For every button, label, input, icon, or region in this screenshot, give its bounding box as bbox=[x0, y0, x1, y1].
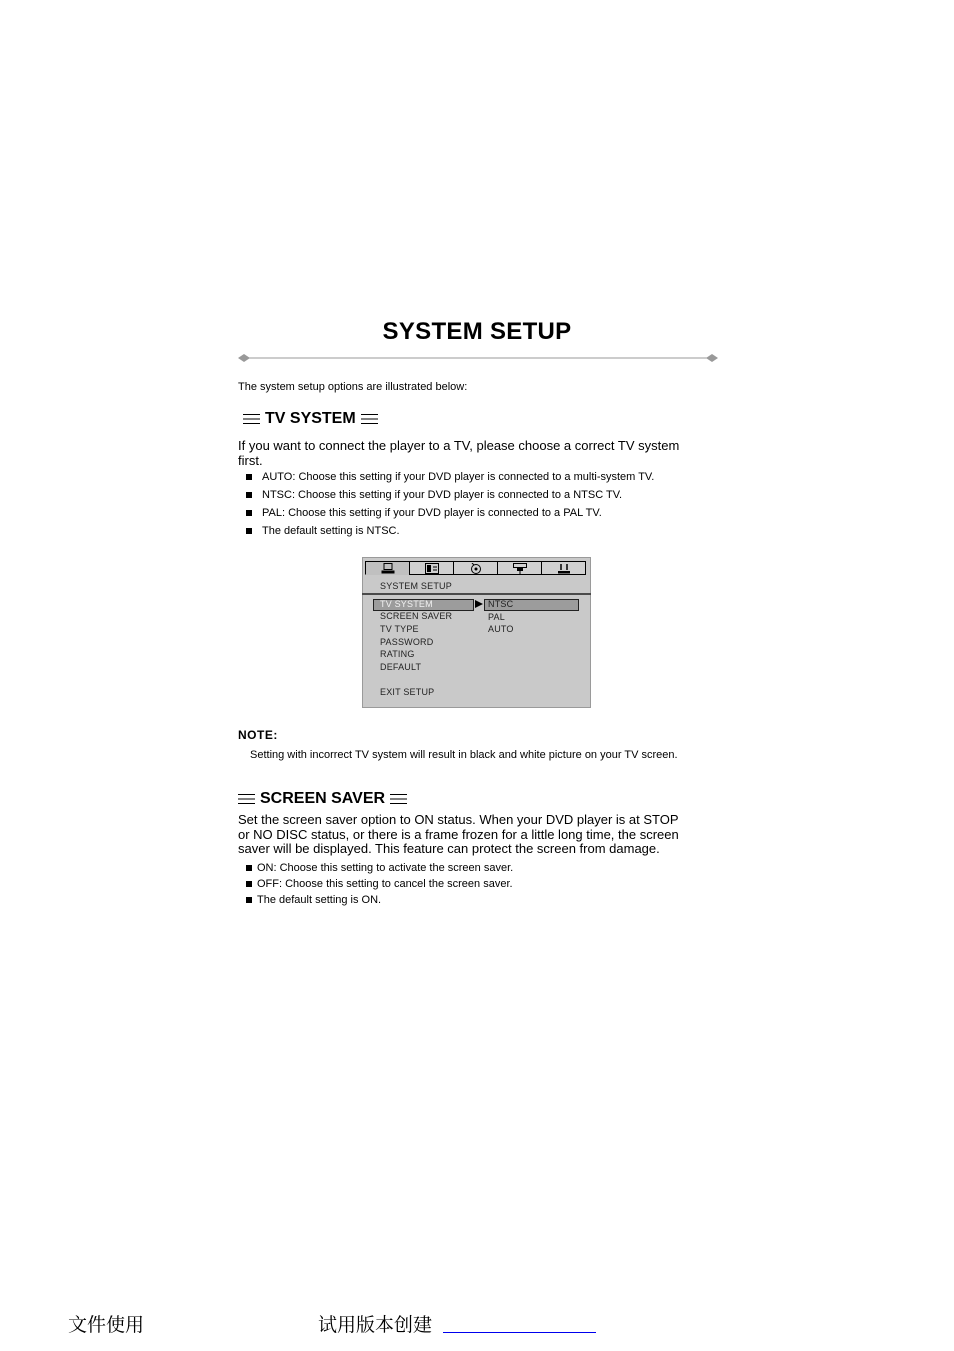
footer-left-text: 文件使用 bbox=[68, 1314, 145, 1336]
bullet-icon bbox=[246, 510, 252, 516]
osd-item-password: PASSWORD bbox=[380, 637, 434, 647]
osd-option-auto: AUTO bbox=[488, 624, 514, 634]
osd-divider-bar bbox=[362, 593, 591, 595]
screen-saver-description-line: saver will be displayed. This feature can protect the screen from damage. bbox=[238, 841, 660, 857]
arrow-right-icon bbox=[475, 600, 483, 608]
list-item: PAL: Choose this setting if your DVD player is connected to a PAL TV. bbox=[246, 507, 654, 525]
video-icon bbox=[497, 561, 542, 575]
osd-item-tv-system: TV SYSTEM bbox=[380, 599, 433, 609]
osd-item-tv-type: TV TYPE bbox=[380, 624, 419, 634]
screen-saver-description-line: Set the screen saver option to ON status. When your DVD player is at STOP bbox=[238, 812, 679, 827]
osd-item-rating: RATING bbox=[380, 649, 415, 659]
lines-icon bbox=[361, 413, 378, 425]
osd-item-exit-setup: EXIT SETUP bbox=[380, 687, 435, 697]
lines-icon bbox=[390, 793, 407, 805]
list-item: ON: Choose this setting to activate the screen saver. bbox=[246, 862, 513, 878]
screen-saver-heading bbox=[238, 790, 407, 808]
tv-system-description bbox=[238, 439, 679, 468]
list-item: OFF: Choose this setting to cancel the screen saver. bbox=[246, 878, 513, 894]
title-divider bbox=[238, 351, 718, 365]
bullet-icon bbox=[246, 865, 252, 871]
list-item: The default setting is NTSC. bbox=[246, 525, 654, 543]
lines-icon bbox=[243, 413, 260, 425]
list-item: The default setting is ON. bbox=[246, 894, 513, 910]
screen-saver-description-line: or NO DISC status, or there is a frame frozen for a little long time, the screen bbox=[238, 826, 679, 842]
tv-system-heading-label: TV SYSTEM bbox=[265, 410, 356, 427]
language-icon bbox=[409, 561, 454, 575]
tv-system-description-line: first. bbox=[238, 452, 263, 468]
note-label: NOTE: bbox=[238, 728, 278, 742]
tv-system-bullets bbox=[246, 471, 654, 543]
page-title: SYSTEM SETUP bbox=[382, 318, 572, 345]
intro-text: The system setup options are illustrated below: bbox=[238, 381, 468, 393]
monitor-icon bbox=[365, 561, 410, 575]
list-item: NTSC: Choose this setting if your DVD player is connected to a NTSC TV. bbox=[246, 489, 654, 507]
footer-link-underline[interactable] bbox=[443, 1332, 596, 1333]
tv-system-description-line: If you want to connect the player to a TV, please choose a correct TV system bbox=[238, 438, 680, 453]
screen-saver-heading-label: SCREEN SAVER bbox=[260, 790, 386, 807]
bullet-icon bbox=[246, 474, 252, 480]
footer-right-text: 试用版本创建 bbox=[318, 1314, 433, 1336]
list-item: AUTO: Choose this setting if your DVD player is connected to a multi-system TV. bbox=[246, 471, 654, 489]
bullet-icon bbox=[246, 881, 252, 887]
osd-option-ntsc: NTSC bbox=[488, 599, 514, 609]
bullet-icon bbox=[246, 897, 252, 903]
osd-option-pal: PAL bbox=[488, 612, 505, 622]
preference-icon bbox=[541, 561, 586, 575]
note-text: Setting with incorrect TV system will result in black and white picture on your TV screen. bbox=[250, 749, 678, 761]
osd-item-default: DEFAULT bbox=[380, 662, 422, 672]
osd-item-screen-saver: SCREEN SAVER bbox=[380, 611, 453, 621]
lines-icon bbox=[238, 793, 255, 805]
screen-saver-description bbox=[238, 813, 679, 857]
screen-saver-bullets bbox=[246, 862, 513, 910]
osd-menu-screenshot bbox=[362, 557, 591, 708]
osd-header: SYSTEM SETUP bbox=[380, 581, 452, 591]
osd-tab-bar bbox=[366, 561, 586, 575]
bullet-icon bbox=[246, 492, 252, 498]
audio-icon bbox=[453, 561, 498, 575]
tv-system-heading bbox=[243, 410, 378, 428]
bullet-icon bbox=[246, 528, 252, 534]
